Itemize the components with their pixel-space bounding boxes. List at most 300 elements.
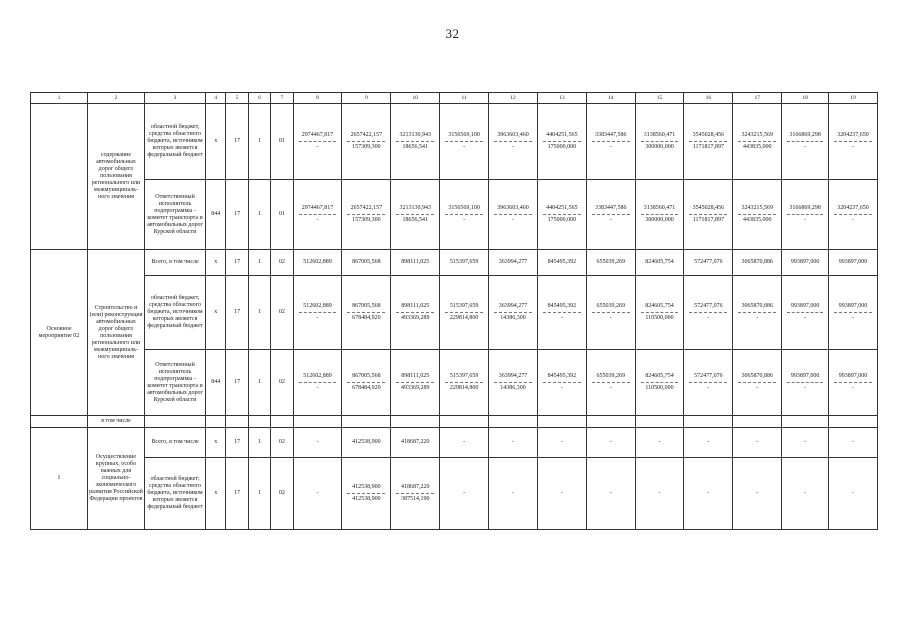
- divider: [494, 141, 532, 142]
- amount-cell: 572477,076: [684, 250, 733, 276]
- amount-federal: 300000,000: [645, 144, 674, 150]
- activity-name: содержание автомобильных дорог общего пользования регионального или межмуниципаль-ного значения: [88, 104, 145, 250]
- empty-cell: [145, 416, 206, 428]
- amount-cell: [733, 276, 782, 350]
- amount-federal: 18656,541: [402, 217, 428, 223]
- amount-cell: [489, 276, 538, 350]
- amount-cell: -: [684, 428, 733, 458]
- amount-federal: -: [511, 217, 514, 223]
- divider: [787, 141, 823, 142]
- amount-total: 3204237,650: [837, 205, 869, 211]
- amount-cell: 363994,277: [489, 250, 538, 276]
- funding-source: Ответственный исполнитель подпрограммы - комитет транспорта и автомобильных дорог Курской области: [145, 180, 206, 250]
- amount-federal: -: [316, 217, 319, 223]
- divider: [494, 214, 532, 215]
- table-row: [31, 458, 878, 530]
- divider: [834, 141, 872, 142]
- amount-total: 3065870,886: [741, 373, 774, 379]
- amount-cell: -: [293, 428, 342, 458]
- divider: [834, 214, 872, 215]
- amount-cell: [391, 180, 440, 250]
- code-cell: 844: [206, 180, 226, 250]
- amount-total: 3213130,943: [399, 132, 431, 138]
- divider: [445, 214, 483, 215]
- divider: [494, 382, 532, 383]
- amount-total: 3963603,460: [497, 205, 529, 211]
- amount-total: 3166869,298: [789, 205, 821, 211]
- amount-cell: -: [489, 428, 538, 458]
- amount-cell: -: [733, 428, 782, 458]
- amount-cell: [293, 180, 342, 250]
- empty-cell: [226, 416, 248, 428]
- table-row: [31, 250, 878, 276]
- divider: [494, 312, 532, 313]
- amount-cell: -: [489, 458, 538, 530]
- empty-cell: [537, 416, 586, 428]
- amount-cell: 993897,000: [782, 250, 829, 276]
- code-cell: х: [206, 104, 226, 180]
- amount-federal: -: [316, 385, 319, 391]
- amount-federal: -: [756, 385, 759, 391]
- amount-total: 3963603,460: [497, 132, 529, 138]
- amount-cell: -: [537, 428, 586, 458]
- amount-total: 572477,076: [694, 373, 723, 379]
- divider: [396, 382, 434, 383]
- amount-federal: 387514,190: [401, 496, 430, 502]
- divider: [347, 312, 385, 313]
- amount-cell: [829, 276, 878, 350]
- amount-federal: -: [316, 144, 319, 150]
- header-cell: 16: [684, 93, 733, 104]
- amount-federal: -: [609, 385, 612, 391]
- amount-cell: [440, 350, 489, 416]
- amount-cell: -: [537, 458, 586, 530]
- amount-cell: [342, 104, 391, 180]
- code-cell: 1: [248, 458, 270, 530]
- amount-cell: -: [635, 428, 684, 458]
- header-cell: 6: [248, 93, 270, 104]
- code-cell: 17: [226, 250, 248, 276]
- amount-cell: 412538,900: [342, 428, 391, 458]
- amount-total: 3156569,100: [448, 205, 480, 211]
- amount-total: 363994,277: [498, 303, 528, 309]
- divider: [738, 141, 776, 142]
- amount-cell: [586, 104, 635, 180]
- amount-cell: -: [782, 428, 829, 458]
- code-cell: 01: [271, 180, 293, 250]
- header-cell: 2: [88, 93, 145, 104]
- header-cell: 14: [586, 93, 635, 104]
- header-cell: 3: [145, 93, 206, 104]
- divider: [689, 214, 727, 215]
- empty-cell: [586, 416, 635, 428]
- amount-federal: -: [463, 144, 466, 150]
- amount-total: 824605,754: [645, 303, 674, 309]
- amount-cell: [342, 350, 391, 416]
- empty-cell: [248, 416, 270, 428]
- code-cell: 1: [248, 350, 270, 416]
- divider: [787, 214, 823, 215]
- amount-federal: 18656,541: [402, 144, 428, 150]
- amount-cell: [489, 180, 538, 250]
- amount-federal: -: [560, 315, 563, 321]
- row-label: [31, 416, 88, 428]
- amount-total: 3204237,650: [837, 132, 869, 138]
- amount-total: 2657422,157: [350, 132, 383, 138]
- amount-total: 515397,659: [449, 303, 479, 309]
- amount-federal: 229814,800: [449, 385, 479, 391]
- amount-cell: [537, 180, 586, 250]
- amount-cell: 418687,220: [391, 428, 440, 458]
- amount-cell: 898111,025: [391, 250, 440, 276]
- divider: [834, 382, 872, 383]
- table-row: [31, 276, 878, 350]
- code-cell: 17: [226, 104, 248, 180]
- amount-cell: 512602,889: [293, 250, 342, 276]
- header-cell: 4: [206, 93, 226, 104]
- amount-federal: -: [804, 217, 807, 223]
- divider: [543, 312, 581, 313]
- amount-cell: [342, 458, 391, 530]
- amount-total: 3545028,456: [692, 205, 725, 211]
- amount-federal: -: [316, 315, 319, 321]
- amount-cell: [391, 276, 440, 350]
- amount-cell: [342, 276, 391, 350]
- amount-cell: [440, 276, 489, 350]
- amount-total: 2657422,157: [350, 205, 383, 211]
- amount-total: 845495,392: [547, 373, 577, 379]
- row-label: Основное мероприятие 02: [31, 250, 88, 416]
- code-cell: 02: [271, 350, 293, 416]
- amount-total: 824605,754: [645, 373, 674, 379]
- amount-cell: -: [635, 458, 684, 530]
- header-cell: 19: [829, 93, 878, 104]
- amount-federal: 14386,300: [500, 315, 526, 321]
- amount-cell: [586, 276, 635, 350]
- amount-cell: [782, 180, 829, 250]
- empty-cell: [206, 416, 226, 428]
- amount-federal: -: [707, 385, 710, 391]
- code-cell: 1: [248, 276, 270, 350]
- divider: [347, 214, 385, 215]
- divider: [543, 382, 581, 383]
- amount-federal: -: [609, 217, 612, 223]
- empty-cell: [271, 416, 293, 428]
- amount-total: 898111,025: [401, 303, 430, 309]
- amount-cell: [635, 276, 684, 350]
- amount-cell: [391, 350, 440, 416]
- amount-cell: -: [440, 458, 489, 530]
- amount-total: 3213130,943: [399, 205, 431, 211]
- amount-cell: [829, 350, 878, 416]
- code-cell: х: [206, 428, 226, 458]
- divider: [445, 312, 483, 313]
- header-cell: 7: [271, 93, 293, 104]
- amount-cell: 845495,392: [537, 250, 586, 276]
- divider: [738, 312, 776, 313]
- divider: [299, 382, 337, 383]
- amount-total: 993897,000: [838, 303, 868, 309]
- amount-federal: 110500,000: [645, 385, 674, 391]
- amount-total: 845495,392: [547, 303, 577, 309]
- divider: [396, 493, 434, 494]
- header-cell: 12: [489, 93, 538, 104]
- amount-federal: 493369,289: [401, 315, 430, 321]
- code-cell: 17: [226, 428, 248, 458]
- amount-cell: [489, 350, 538, 416]
- amount-cell: [684, 180, 733, 250]
- amount-cell: 3065870,886: [733, 250, 782, 276]
- divider: [641, 312, 679, 313]
- amount-cell: [782, 104, 829, 180]
- empty-cell: [342, 416, 391, 428]
- amount-federal: -: [804, 315, 807, 321]
- amount-cell: [293, 350, 342, 416]
- amount-cell: -: [733, 458, 782, 530]
- funding-source: Всего, в том числе: [145, 428, 206, 458]
- table-row: [31, 180, 878, 250]
- divider: [689, 312, 727, 313]
- row-label: [31, 104, 88, 250]
- amount-cell: -: [440, 428, 489, 458]
- amount-cell: [733, 180, 782, 250]
- amount-cell: [782, 350, 829, 416]
- empty-cell: [829, 416, 878, 428]
- code-cell: 1: [248, 180, 270, 250]
- amount-cell: [733, 350, 782, 416]
- code-cell: 1: [248, 250, 270, 276]
- empty-cell: [733, 416, 782, 428]
- amount-federal: -: [852, 217, 855, 223]
- amount-federal: 443835,000: [743, 217, 772, 223]
- table-row: [31, 350, 878, 416]
- header-cell: 1: [31, 93, 88, 104]
- amount-total: 4404251,565: [546, 132, 578, 138]
- code-cell: 17: [226, 458, 248, 530]
- divider: [641, 141, 679, 142]
- amount-cell: [635, 350, 684, 416]
- budget-table: [30, 92, 878, 530]
- header-cell: 17: [733, 93, 782, 104]
- divider: [299, 214, 337, 215]
- code-cell: 17: [226, 350, 248, 416]
- code-cell: 1: [248, 104, 270, 180]
- amount-federal: 175000,000: [547, 144, 577, 150]
- empty-cell: [489, 416, 538, 428]
- amount-federal: -: [852, 385, 855, 391]
- amount-cell: 993897,000: [829, 250, 878, 276]
- amount-cell: [489, 104, 538, 180]
- header-cell: 10: [391, 93, 440, 104]
- divider: [689, 382, 727, 383]
- divider: [592, 382, 630, 383]
- divider: [787, 312, 823, 313]
- amount-federal: -: [852, 144, 855, 150]
- divider: [738, 214, 776, 215]
- amount-total: 655039,269: [596, 303, 625, 309]
- amount-cell: -: [684, 458, 733, 530]
- amount-federal: -: [609, 315, 612, 321]
- funding-source: областной бюджет, средства областного бюджета, источником которых является федеральный бюджет: [145, 104, 206, 180]
- row-label: I: [31, 428, 88, 530]
- amount-federal: 110500,000: [645, 315, 674, 321]
- divider: [396, 312, 434, 313]
- amount-total: 655039,269: [596, 373, 625, 379]
- amount-cell: [293, 104, 342, 180]
- amount-total: 3166869,298: [789, 132, 821, 138]
- amount-cell: 867005,568: [342, 250, 391, 276]
- amount-cell: [391, 104, 440, 180]
- divider: [299, 141, 337, 142]
- amount-cell: -: [829, 428, 878, 458]
- code-cell: 01: [271, 104, 293, 180]
- empty-cell: [391, 416, 440, 428]
- divider: [592, 312, 630, 313]
- funding-source: областной бюджет, средства областного бюджета, источником которых является федеральный бюджет: [145, 276, 206, 350]
- table-row: [31, 428, 878, 458]
- amount-federal: -: [804, 385, 807, 391]
- amount-cell: [586, 180, 635, 250]
- amount-cell: [635, 104, 684, 180]
- amount-cell: [829, 104, 878, 180]
- amount-cell: [684, 350, 733, 416]
- amount-federal: 678484,920: [352, 315, 381, 321]
- activity-name: в том числе: [88, 416, 145, 428]
- divider: [787, 382, 823, 383]
- amount-cell: [342, 180, 391, 250]
- amount-total: 4404251,565: [546, 205, 578, 211]
- code-cell: 844: [206, 350, 226, 416]
- empty-cell: [782, 416, 829, 428]
- divider: [543, 214, 581, 215]
- amount-cell: -: [586, 428, 635, 458]
- amount-federal: -: [756, 315, 759, 321]
- amount-federal: 157309,300: [352, 144, 381, 150]
- amount-federal: 1171817,897: [692, 144, 725, 150]
- amount-total: 867005,568: [352, 373, 381, 379]
- divider: [543, 141, 581, 142]
- amount-cell: 824605,754: [635, 250, 684, 276]
- amount-total: 512602,889: [303, 373, 332, 379]
- amount-federal: 300000,000: [645, 217, 674, 223]
- divider: [347, 382, 385, 383]
- amount-federal: 443835,000: [743, 144, 772, 150]
- amount-federal: 229814,800: [449, 315, 479, 321]
- amount-federal: -: [804, 144, 807, 150]
- amount-federal: 157309,300: [352, 217, 381, 223]
- amount-total: 3138560,471: [643, 205, 676, 211]
- header-cell: 13: [537, 93, 586, 104]
- activity-name: Осуществление крупных, особо важных для социально-экономического развития Российской Федерации проектов: [88, 428, 145, 530]
- amount-total: 2974467,817: [301, 132, 334, 138]
- amount-cell: [733, 104, 782, 180]
- amount-cell: [537, 350, 586, 416]
- code-cell: 02: [271, 428, 293, 458]
- header-cell: 18: [782, 93, 829, 104]
- amount-total: 993897,000: [790, 303, 820, 309]
- empty-cell: [293, 416, 342, 428]
- code-cell: 1: [248, 428, 270, 458]
- code-cell: 02: [271, 276, 293, 350]
- amount-total: 3065870,886: [741, 303, 774, 309]
- amount-cell: [782, 276, 829, 350]
- code-cell: х: [206, 458, 226, 530]
- amount-federal: -: [511, 144, 514, 150]
- code-cell: 02: [271, 458, 293, 530]
- amount-cell: [829, 180, 878, 250]
- amount-total: 363994,277: [498, 373, 528, 379]
- amount-total: 993897,000: [790, 373, 820, 379]
- amount-cell: -: [782, 458, 829, 530]
- amount-cell: -: [293, 458, 342, 530]
- amount-federal: -: [463, 217, 466, 223]
- amount-total: 3383447,586: [594, 132, 627, 138]
- amount-federal: 412538,900: [352, 496, 381, 502]
- amount-total: 898111,025: [401, 373, 430, 379]
- divider: [592, 214, 630, 215]
- amount-total: 2974467,817: [301, 205, 334, 211]
- amount-cell: -: [829, 458, 878, 530]
- divider: [299, 312, 337, 313]
- amount-cell: [684, 276, 733, 350]
- empty-cell: [440, 416, 489, 428]
- header-row: [31, 93, 878, 104]
- table-row: [31, 104, 878, 180]
- empty-cell: [635, 416, 684, 428]
- divider: [347, 493, 385, 494]
- amount-federal: -: [609, 144, 612, 150]
- amount-total: 512602,889: [303, 303, 332, 309]
- table-row: [31, 416, 878, 428]
- amount-federal: -: [560, 385, 563, 391]
- divider: [396, 214, 434, 215]
- divider: [445, 382, 483, 383]
- header-cell: 5: [226, 93, 248, 104]
- funding-source: Всего, в том числе: [145, 250, 206, 276]
- amount-total: 515397,659: [449, 373, 479, 379]
- funding-source: Ответственный исполнитель подпрограммы - комитет транспорта и автомобильных дорог Курской области: [145, 350, 206, 416]
- amount-federal: 175000,000: [547, 217, 577, 223]
- amount-total: 3138560,471: [643, 132, 676, 138]
- funding-source: областной бюджет; средства областного бюджета, источником которых является федеральный бюджет: [145, 458, 206, 530]
- amount-federal: -: [852, 315, 855, 321]
- amount-federal: 678484,920: [352, 385, 381, 391]
- divider: [396, 141, 434, 142]
- amount-total: 3156569,100: [448, 132, 480, 138]
- divider: [445, 141, 483, 142]
- code-cell: 02: [271, 250, 293, 276]
- divider: [689, 141, 727, 142]
- divider: [347, 141, 385, 142]
- amount-federal: -: [707, 315, 710, 321]
- divider: [641, 382, 679, 383]
- code-cell: 17: [226, 180, 248, 250]
- amount-total: 993897,000: [838, 373, 868, 379]
- amount-cell: 655039,269: [586, 250, 635, 276]
- amount-total: 3383447,586: [594, 205, 627, 211]
- amount-cell: -: [586, 458, 635, 530]
- amount-total: 867005,568: [352, 303, 381, 309]
- amount-federal: 14386,300: [500, 385, 526, 391]
- page-number: 32: [445, 26, 460, 41]
- amount-total: 3545028,456: [692, 132, 725, 138]
- amount-total: 418687,220: [401, 484, 430, 490]
- amount-cell: [440, 104, 489, 180]
- divider: [592, 141, 630, 142]
- code-cell: х: [206, 276, 226, 350]
- amount-federal: 1171817,897: [692, 217, 725, 223]
- header-cell: 15: [635, 93, 684, 104]
